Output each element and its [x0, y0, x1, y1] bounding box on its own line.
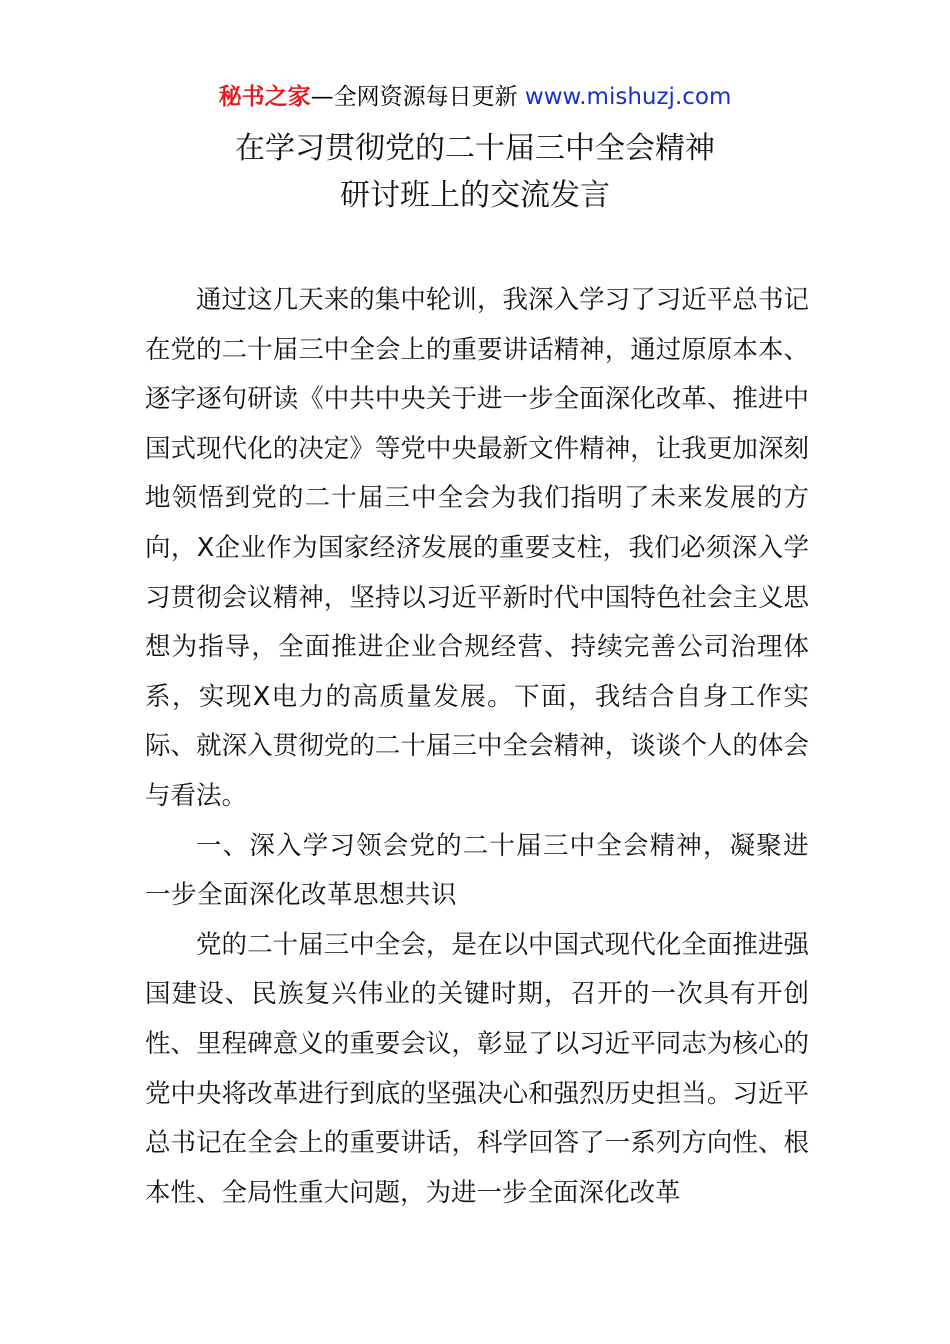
section-1-paragraph: 党的二十届三中全会，是在以中国式现代化全面推进强国建设、民族复兴伟业的关键时期，召开的一次具有开创性、里程碑意义的重要会议，彰显了以习近平同志为核心的党中央将改革进行到底的坚强决心和强烈历史担当。习近平总书记在全会上的重要讲话，科学回答了一系列方向性、根本性、全局性重大问题，为进一步全面深化改革 [145, 929, 809, 1208]
intro-paragraph: 通过这几天来的集中轮训，我深入学习了习近平总书记在党的二十届三中全会上的重要讲话精神，通过原原本本、逐字逐句研读《中共中央关于进一步全面深化改革、推进中国式现代化的决定》等党中央最新文件精神，让我更加深刻地领悟到党的二十届三中全会为我们指明了未来发展的方向，X企业作为国家经济发展的重要支柱，我们必须深入学习贯彻会议精神，坚持以习近平新时代中国特色社会主义思想为指导，全面推进企业合规经营、持续完善公司治理体系，实现X电力的高质量发展。下面，我结合自身工作实际、就深入贯彻党的二十届三中全会精神，谈谈个人的体会与看法。 [145, 285, 809, 811]
banner-tagline: —全网资源每日更新 [310, 84, 525, 110]
document-title-line-2: 研讨班上的交流发言 [340, 178, 610, 213]
banner-brand: 秘书之家 [218, 84, 311, 110]
document-title-line-1: 在学习贯彻党的二十届三中全会精神 [235, 131, 715, 166]
section-heading-1: 一、深入学习领会党的二十届三中全会精神，凝聚进一步全面深化改革思想共识 [145, 830, 809, 911]
document-body [145, 276, 809, 1218]
site-banner [0, 82, 950, 112]
banner-url-link[interactable]: www.mishuzj.com [524, 84, 732, 110]
